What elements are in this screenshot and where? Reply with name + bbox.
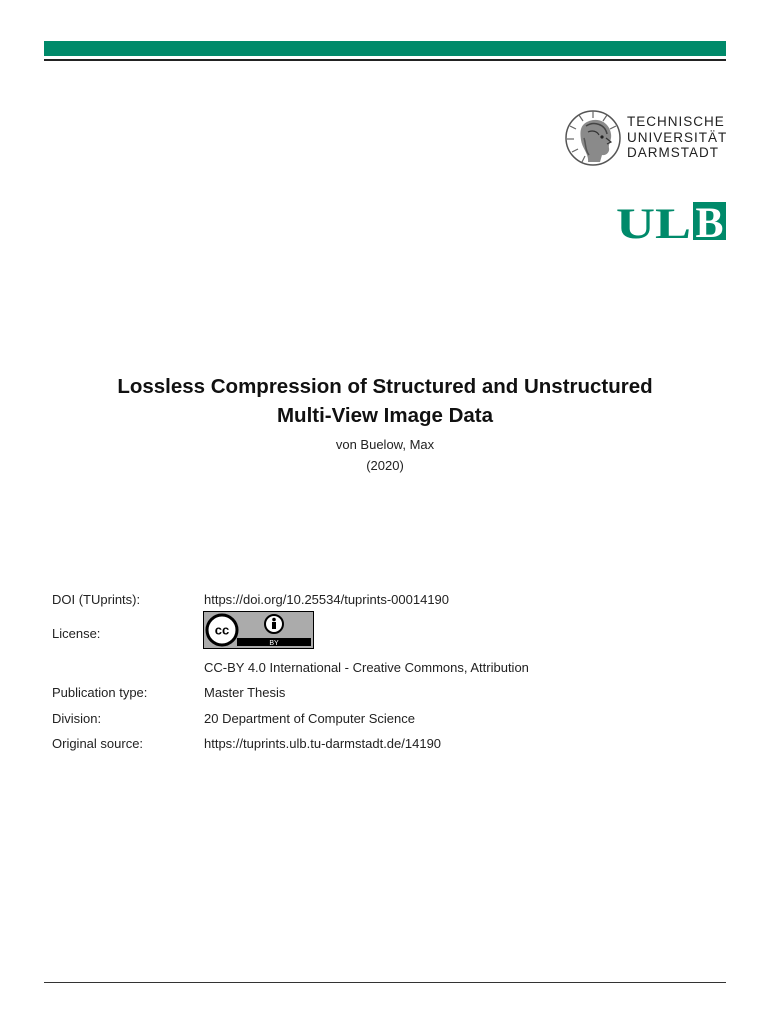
by-badge-text: BY	[269, 640, 279, 647]
person-icon-body	[272, 622, 276, 629]
footer-rule	[44, 982, 726, 983]
cc-by-license-badge[interactable]	[203, 611, 314, 649]
license-label: License:	[52, 626, 101, 641]
publication-year: (2020)	[366, 458, 404, 473]
original-source-link[interactable]: https://tuprints.ulb.tu-darmstadt.de/14190	[204, 736, 442, 751]
ulb-logo	[616, 202, 726, 240]
publication-type-label: Publication type:	[52, 685, 148, 700]
document-title	[44, 372, 726, 430]
division-value: 20 Department of Computer Science	[204, 711, 415, 726]
division-label: Division:	[52, 711, 102, 726]
title-block	[44, 372, 726, 473]
athena-seal-icon	[564, 108, 622, 168]
document-title-line: Multi-View Image Data	[276, 404, 494, 427]
license-value: CC-BY 4.0 International - Creative Commons, Attribution	[204, 660, 529, 675]
person-icon-head	[272, 618, 276, 622]
doi-label: DOI (TUprints):	[52, 592, 141, 607]
author: von Buelow, Max	[335, 437, 435, 452]
svg-text:UL: UL	[616, 202, 691, 240]
university-name-line: UNIVERSITÄT	[627, 129, 728, 145]
document-title-line: Lossless Compression of Structured and Unstructured	[117, 375, 653, 398]
doi-link[interactable]: https://doi.org/10.25534/tuprints-00014190	[204, 592, 450, 607]
tu-darmstadt-logo	[564, 108, 726, 170]
university-name-line: TECHNISCHE	[627, 114, 725, 129]
header-color-band	[44, 41, 726, 56]
ulb-logo-letter: B	[695, 202, 724, 240]
header-rule	[44, 59, 726, 61]
cc-badge-text: cc	[214, 622, 230, 638]
original-source-label: Original source:	[52, 736, 144, 751]
university-name-line: DARMSTADT	[627, 145, 719, 160]
university-name	[627, 114, 727, 161]
publication-type-value: Master Thesis	[204, 685, 286, 700]
